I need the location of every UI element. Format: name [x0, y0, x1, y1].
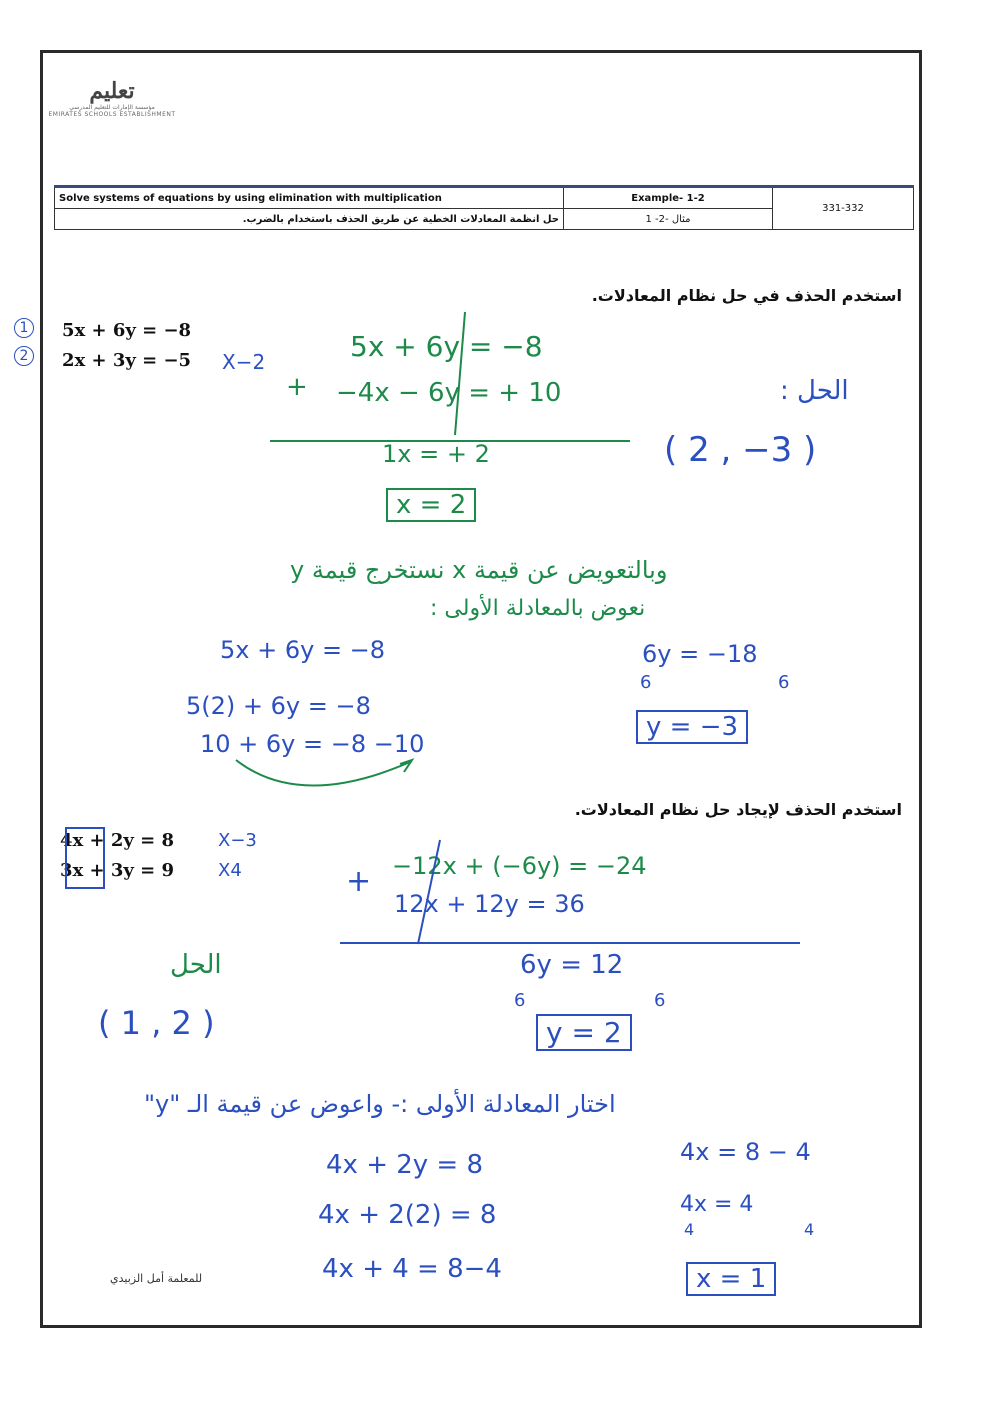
eq2-2: 3x + 3y = 9 [60, 860, 174, 881]
work2-den2: 6 [654, 990, 666, 1011]
solution-label-1: الحل : [780, 376, 849, 406]
work1-line3: 1x = + 2 [382, 440, 490, 468]
solve2-den: 4 [684, 1220, 695, 1239]
sub1-line1: 5x + 6y = −8 [220, 636, 386, 664]
question-1: استخدم الحذف في حل نظام المعادلات. [591, 286, 902, 305]
work1-plus: + [286, 372, 308, 402]
solve1-line1: 6y = −18 [642, 640, 758, 668]
multiplier-2a: X−3 [218, 830, 257, 851]
footer-signature: للمعلمة أمل الزبيدي [110, 1272, 203, 1285]
objective-ar: حل انظمة المعادلات الخطية عن طريق الحذف باستخدام بالضرب. [55, 209, 564, 230]
solution-label-2: الحل [170, 950, 222, 980]
logo-org-en: EMIRATES SCHOOLS ESTABLISHMENT [48, 111, 176, 118]
solve1-den2: 6 [778, 672, 790, 693]
solve2-den2: 4 [804, 1220, 815, 1239]
sub2-line3: 4x + 4 = 8−4 [322, 1254, 502, 1284]
logo-word: تعليم [89, 78, 135, 104]
eq1-1: 5x + 6y = −8 [62, 320, 192, 341]
work1-result: x = 2 [386, 488, 476, 522]
sub1-line2: 5(2) + 6y = −8 [186, 692, 371, 720]
example-en: Example- 1-2 [564, 187, 773, 209]
note1-1: وبالتعويض عن قيمة x نستخرج قيمة y [290, 556, 668, 584]
solve2-line2: 4x = 4 [680, 1192, 754, 1217]
sub2-line1: 4x + 2y = 8 [326, 1150, 484, 1180]
note1-2: نعوض بالمعادلة الأولى : [430, 596, 646, 621]
note-2: اختار المعادلة الأولى :- واعوض عن قيمة الـ "y" [144, 1090, 616, 1118]
solve2-result: x = 1 [686, 1262, 776, 1296]
solve1-result: y = −3 [636, 710, 748, 744]
eq1-2: 2x + 3y = −5 [62, 350, 192, 371]
work2-line2: 12x + 12y = 36 [394, 890, 585, 918]
cancel-slash-1 [455, 312, 465, 435]
sub1-line3: 10 + 6y = −8 −10 [200, 730, 425, 758]
work2-den: 6 [514, 990, 526, 1011]
work2-plus: + [346, 864, 372, 899]
multiplier-2b: X4 [218, 860, 242, 881]
solve1-den: 6 [640, 672, 652, 693]
solution-2: ( 1 , 2 ) [98, 1004, 215, 1042]
mark-2: 2 [14, 346, 34, 366]
work2-result: y = 2 [536, 1014, 632, 1051]
x-coeff-box [66, 828, 104, 888]
work2-line1: −12x + (−6y) = −24 [392, 852, 647, 880]
cancel-slash-2 [418, 840, 440, 944]
question-2: استخدم الحذف لإيجاد حل نظام المعادلات. [574, 800, 902, 819]
work1-line1: 5x + 6y = −8 [350, 330, 543, 363]
solution-1: ( 2 , −3 ) [664, 430, 817, 470]
solve2-line1: 4x = 8 − 4 [680, 1138, 811, 1166]
work1-line2: −4x − 6y = + 10 [336, 378, 562, 408]
work2-line3: 6y = 12 [520, 950, 624, 980]
sub2-line2: 4x + 2(2) = 8 [318, 1200, 497, 1230]
logo-org-ar: مؤسسة الإمارات للتعليم المدرسي [69, 104, 155, 111]
objective-en: Solve systems of equations by using elimination with multiplication [55, 187, 564, 209]
mark-1: 1 [14, 318, 34, 338]
carry-arrow [236, 760, 410, 786]
pages: 331-332 [773, 187, 914, 230]
multiplier-1: X−2 [222, 350, 266, 374]
example-ar: مثال -2- 1 [564, 209, 773, 230]
eq2-1: 4x + 2y = 8 [60, 830, 174, 851]
